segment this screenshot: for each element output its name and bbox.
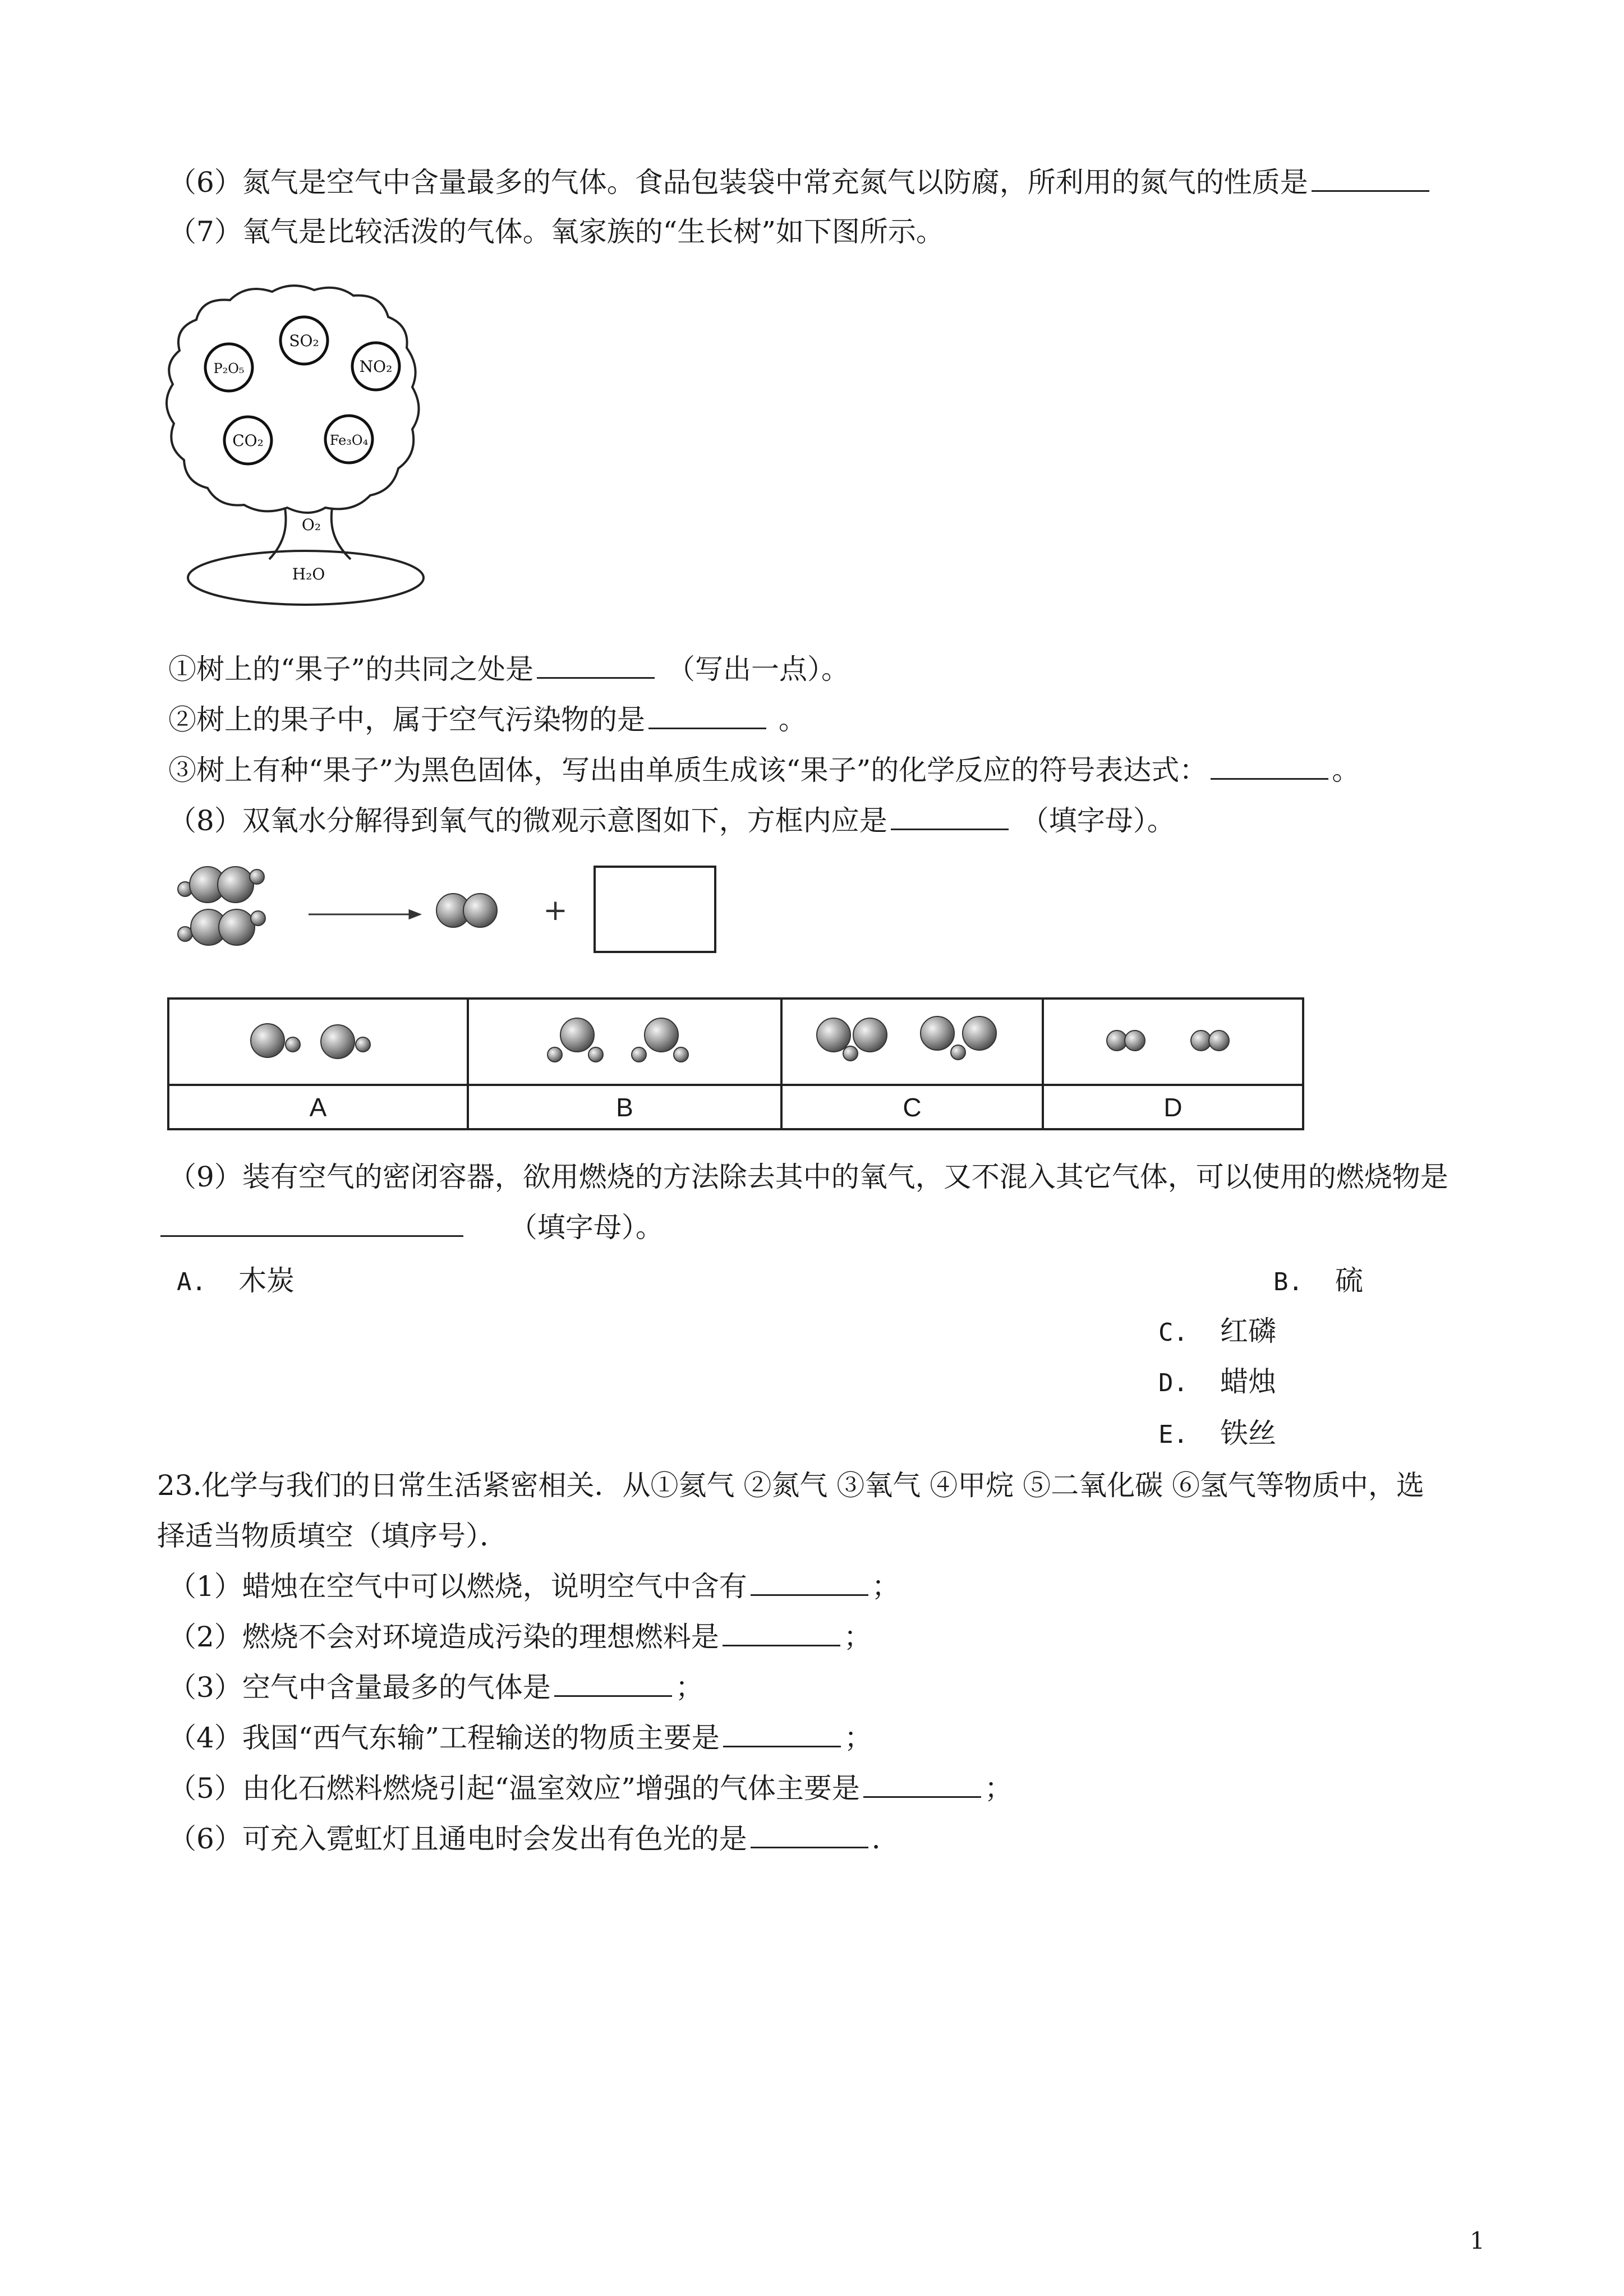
question-23-stem-line-1: 23.化学与我们的日常生活紧密相关．从①氦气 ②氮气 ③氧气 ④甲烷 ⑤二氧化碳 ⑥氢气等物质中，选 bbox=[157, 1469, 1424, 1502]
plus-sign: + bbox=[543, 894, 568, 927]
option-b-picture[interactable] bbox=[468, 999, 781, 1085]
oxygen-family-tree-figure bbox=[157, 283, 471, 620]
page-number: 1 bbox=[1470, 2227, 1485, 2254]
fruit-label-p2o5: P₂O₅ bbox=[213, 361, 245, 376]
option-c-label[interactable]: C bbox=[781, 1085, 1043, 1129]
fruit-label-no2: NO₂ bbox=[359, 357, 393, 376]
arrow-head bbox=[410, 910, 420, 918]
question-22-part-9-answer: （填字母）。 bbox=[157, 1209, 664, 1246]
answer-blank[interactable] bbox=[891, 804, 1009, 830]
option-d-molecule-icon bbox=[1094, 1018, 1252, 1063]
option-c-picture[interactable] bbox=[781, 999, 1043, 1085]
question-22-part-6: （6）氮气是空气中含量最多的气体。食品包装袋中常充氮气以防腐，所利用的氮气的性质是 bbox=[168, 164, 1433, 201]
answer-blank[interactable] bbox=[1312, 165, 1429, 192]
question-23-item-2: （2）燃烧不会对环境造成污染的理想燃料是 ； bbox=[168, 1621, 872, 1653]
question-23-stem-line-2: 择适当物质填空（填序号）． bbox=[157, 1520, 508, 1552]
option-b[interactable]: B. 硫 bbox=[1273, 1264, 1363, 1297]
reactant-molecules bbox=[178, 867, 265, 945]
answer-blank[interactable] bbox=[723, 1721, 841, 1747]
question-23-item-1: （1）蜡烛在空气中可以燃烧，说明空气中含有 ； bbox=[168, 1570, 900, 1603]
option-d[interactable]: D. 蜡烛 bbox=[1158, 1365, 1276, 1398]
option-e[interactable]: E. 铁丝 bbox=[1158, 1417, 1276, 1450]
fruit-label-co2: CO₂ bbox=[232, 431, 264, 450]
option-c-molecule-icon bbox=[811, 1010, 1013, 1071]
option-b-label[interactable]: B bbox=[468, 1085, 781, 1129]
answer-blank[interactable] bbox=[537, 652, 655, 679]
unknown-product-box bbox=[595, 867, 715, 952]
option-a[interactable]: A. 木炭 bbox=[177, 1264, 295, 1297]
question-22-7-sub-3: ③树上有种“果子”为黑色固体，写出由单质生成该“果子”的化学反应的符号表达式： 。 bbox=[168, 754, 1360, 786]
option-d-label[interactable]: D bbox=[1043, 1085, 1303, 1129]
question-22-7-sub-2: ②树上的果子中，属于空气污染物的是 。 bbox=[168, 703, 807, 736]
option-a-picture[interactable] bbox=[168, 999, 468, 1085]
option-d-picture[interactable] bbox=[1043, 999, 1303, 1085]
trunk-label-o2: O₂ bbox=[301, 516, 321, 534]
question-23-item-3: （3）空气中含量最多的气体是 ； bbox=[168, 1671, 703, 1704]
answer-blank[interactable] bbox=[751, 1822, 868, 1848]
answer-blank[interactable] bbox=[554, 1671, 672, 1697]
option-a-label[interactable]: A bbox=[168, 1085, 468, 1129]
question-23-item-6: （6）可充入霓虹灯且通电时会发出有色光的是 ． bbox=[168, 1823, 900, 1855]
root-label-h2o: H₂O bbox=[292, 565, 325, 583]
question-22-part-8: （8）双氧水分解得到氧气的微观示意图如下，方框内应是 （填字母）。 bbox=[168, 804, 1175, 837]
option-c[interactable]: C. 红磷 bbox=[1158, 1315, 1276, 1347]
h2o2-decomposition-diagram bbox=[168, 861, 729, 973]
molecule-choice-table bbox=[167, 997, 1304, 1130]
option-b-molecule-icon bbox=[541, 1010, 709, 1071]
oxygen-molecule bbox=[436, 894, 497, 927]
question-22-7-sub-1: ①树上的“果子”的共同之处是 （写出一点）。 bbox=[168, 653, 850, 685]
question-22-part-7: （7）氧气是比较活泼的气体。氧家族的“生长树”如下图所示。 bbox=[168, 215, 944, 248]
answer-blank[interactable] bbox=[1211, 753, 1328, 780]
fruit-label-so2: SO₂ bbox=[289, 332, 319, 350]
answer-blank[interactable] bbox=[863, 1772, 981, 1798]
answer-blank[interactable] bbox=[751, 1570, 868, 1596]
fruit-label-fe3o4: Fe₃O₄ bbox=[329, 432, 369, 448]
option-a-molecule-icon bbox=[245, 1015, 391, 1066]
answer-blank[interactable] bbox=[648, 703, 766, 729]
question-22-part-9: （9）装有空气的密闭容器，欲用燃烧的方法除去其中的氧气，又不混入其它气体，可以使用的燃烧物是 bbox=[168, 1161, 1448, 1193]
question-23-item-4: （4）我国“西气东输”工程输送的物质主要是 ； bbox=[168, 1722, 872, 1754]
question-23-item-5: （5）由化石燃料燃烧引起“温室效应”增强的气体主要是 ； bbox=[168, 1772, 1013, 1805]
answer-blank[interactable] bbox=[723, 1620, 840, 1646]
answer-blank[interactable] bbox=[160, 1211, 463, 1237]
